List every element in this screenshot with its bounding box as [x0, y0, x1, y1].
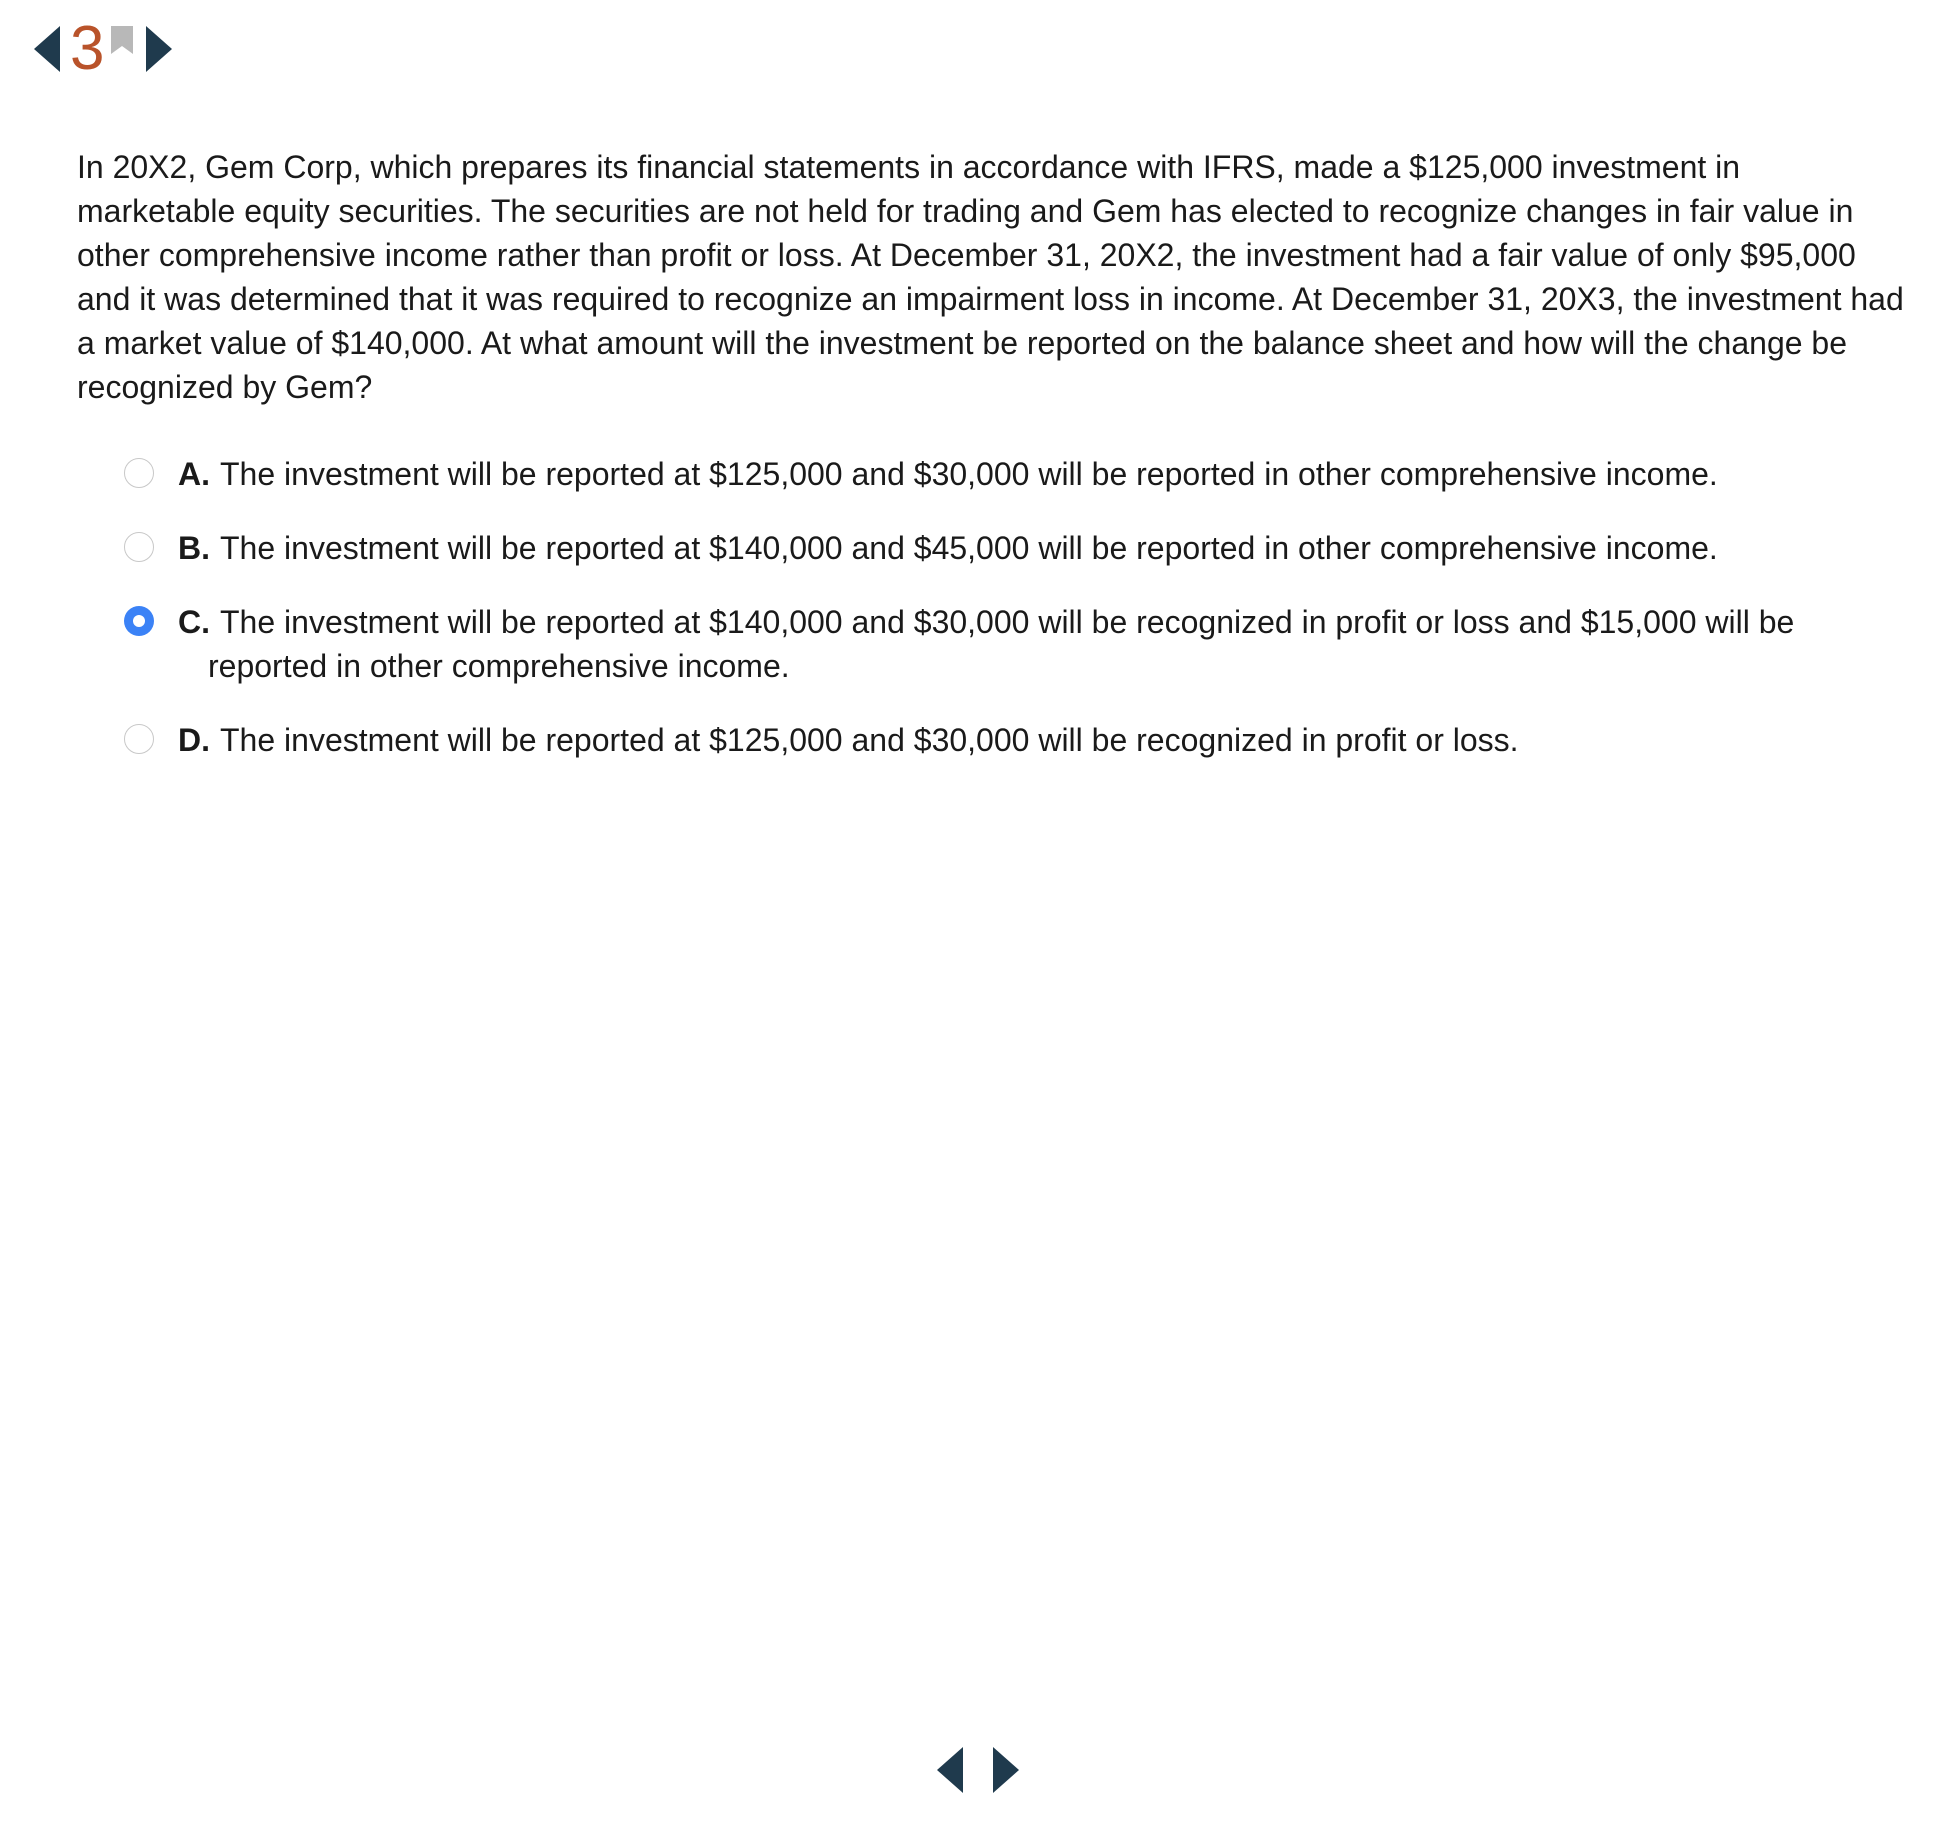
next-question-button[interactable]: [144, 24, 174, 74]
bookmark-button[interactable]: [108, 22, 136, 76]
option-letter: D.: [178, 722, 210, 758]
option-letter: B.: [178, 530, 210, 566]
question-stem: In 20X2, Gem Corp, which prepares its financial statements in accordance with IFRS, made a $125,000 investment in marketable equity securities. The securities are not held for trading and Gem has elected to recognize changes in fair value in other comprehensive income rather than profit or loss. At December 31, 20X2, the investment had a fair value of only $95,000 and it was determined that it was required to recognize an impairment loss in income. At December 31, 20X3, the investment had a market value of $140,000. At what amount will the investment be reported on the balance sheet and how will the change be recognized by Gem?: [77, 149, 1904, 405]
option-letter: A.: [178, 456, 210, 492]
option-b-body: [178, 526, 1718, 570]
radio-button-d[interactable]: [124, 724, 154, 754]
caret-right-icon: [146, 26, 172, 72]
option-letter: C.: [178, 604, 210, 640]
option-text: The investment will be reported at $140,000 and $30,000 will be recognized in profit or loss and $15,000 will be reported in other comprehensive income.: [208, 604, 1795, 684]
option-c-body: [178, 600, 1824, 688]
radio-button-b[interactable]: [124, 532, 154, 562]
previous-question-button[interactable]: [32, 24, 62, 74]
question-navigator: [32, 14, 174, 84]
option-b[interactable]: [124, 526, 1824, 570]
bottom-next-button[interactable]: [991, 1745, 1021, 1795]
option-text: The investment will be reported at $125,000 and $30,000 will be reported in other comprehensive income.: [220, 456, 1718, 492]
radio-button-a[interactable]: [124, 458, 154, 488]
caret-left-icon: [937, 1747, 963, 1793]
caret-right-icon: [993, 1747, 1019, 1793]
option-d[interactable]: [124, 718, 1824, 762]
option-a-body: [178, 452, 1718, 496]
bottom-previous-button[interactable]: [935, 1745, 965, 1795]
option-d-body: [178, 718, 1519, 762]
radio-button-c-selected[interactable]: [124, 606, 154, 636]
answer-options: [124, 452, 1824, 792]
option-a[interactable]: [124, 452, 1824, 496]
bottom-navigator: [935, 1745, 1021, 1795]
caret-left-icon: [34, 26, 60, 72]
question-number: 3: [70, 14, 105, 83]
bookmark-icon: [111, 26, 133, 54]
option-text: The investment will be reported at $140,000 and $45,000 will be reported in other comprehensive income.: [220, 530, 1718, 566]
option-text: The investment will be reported at $125,000 and $30,000 will be recognized in profit or loss.: [220, 722, 1519, 758]
option-c[interactable]: [124, 600, 1824, 688]
